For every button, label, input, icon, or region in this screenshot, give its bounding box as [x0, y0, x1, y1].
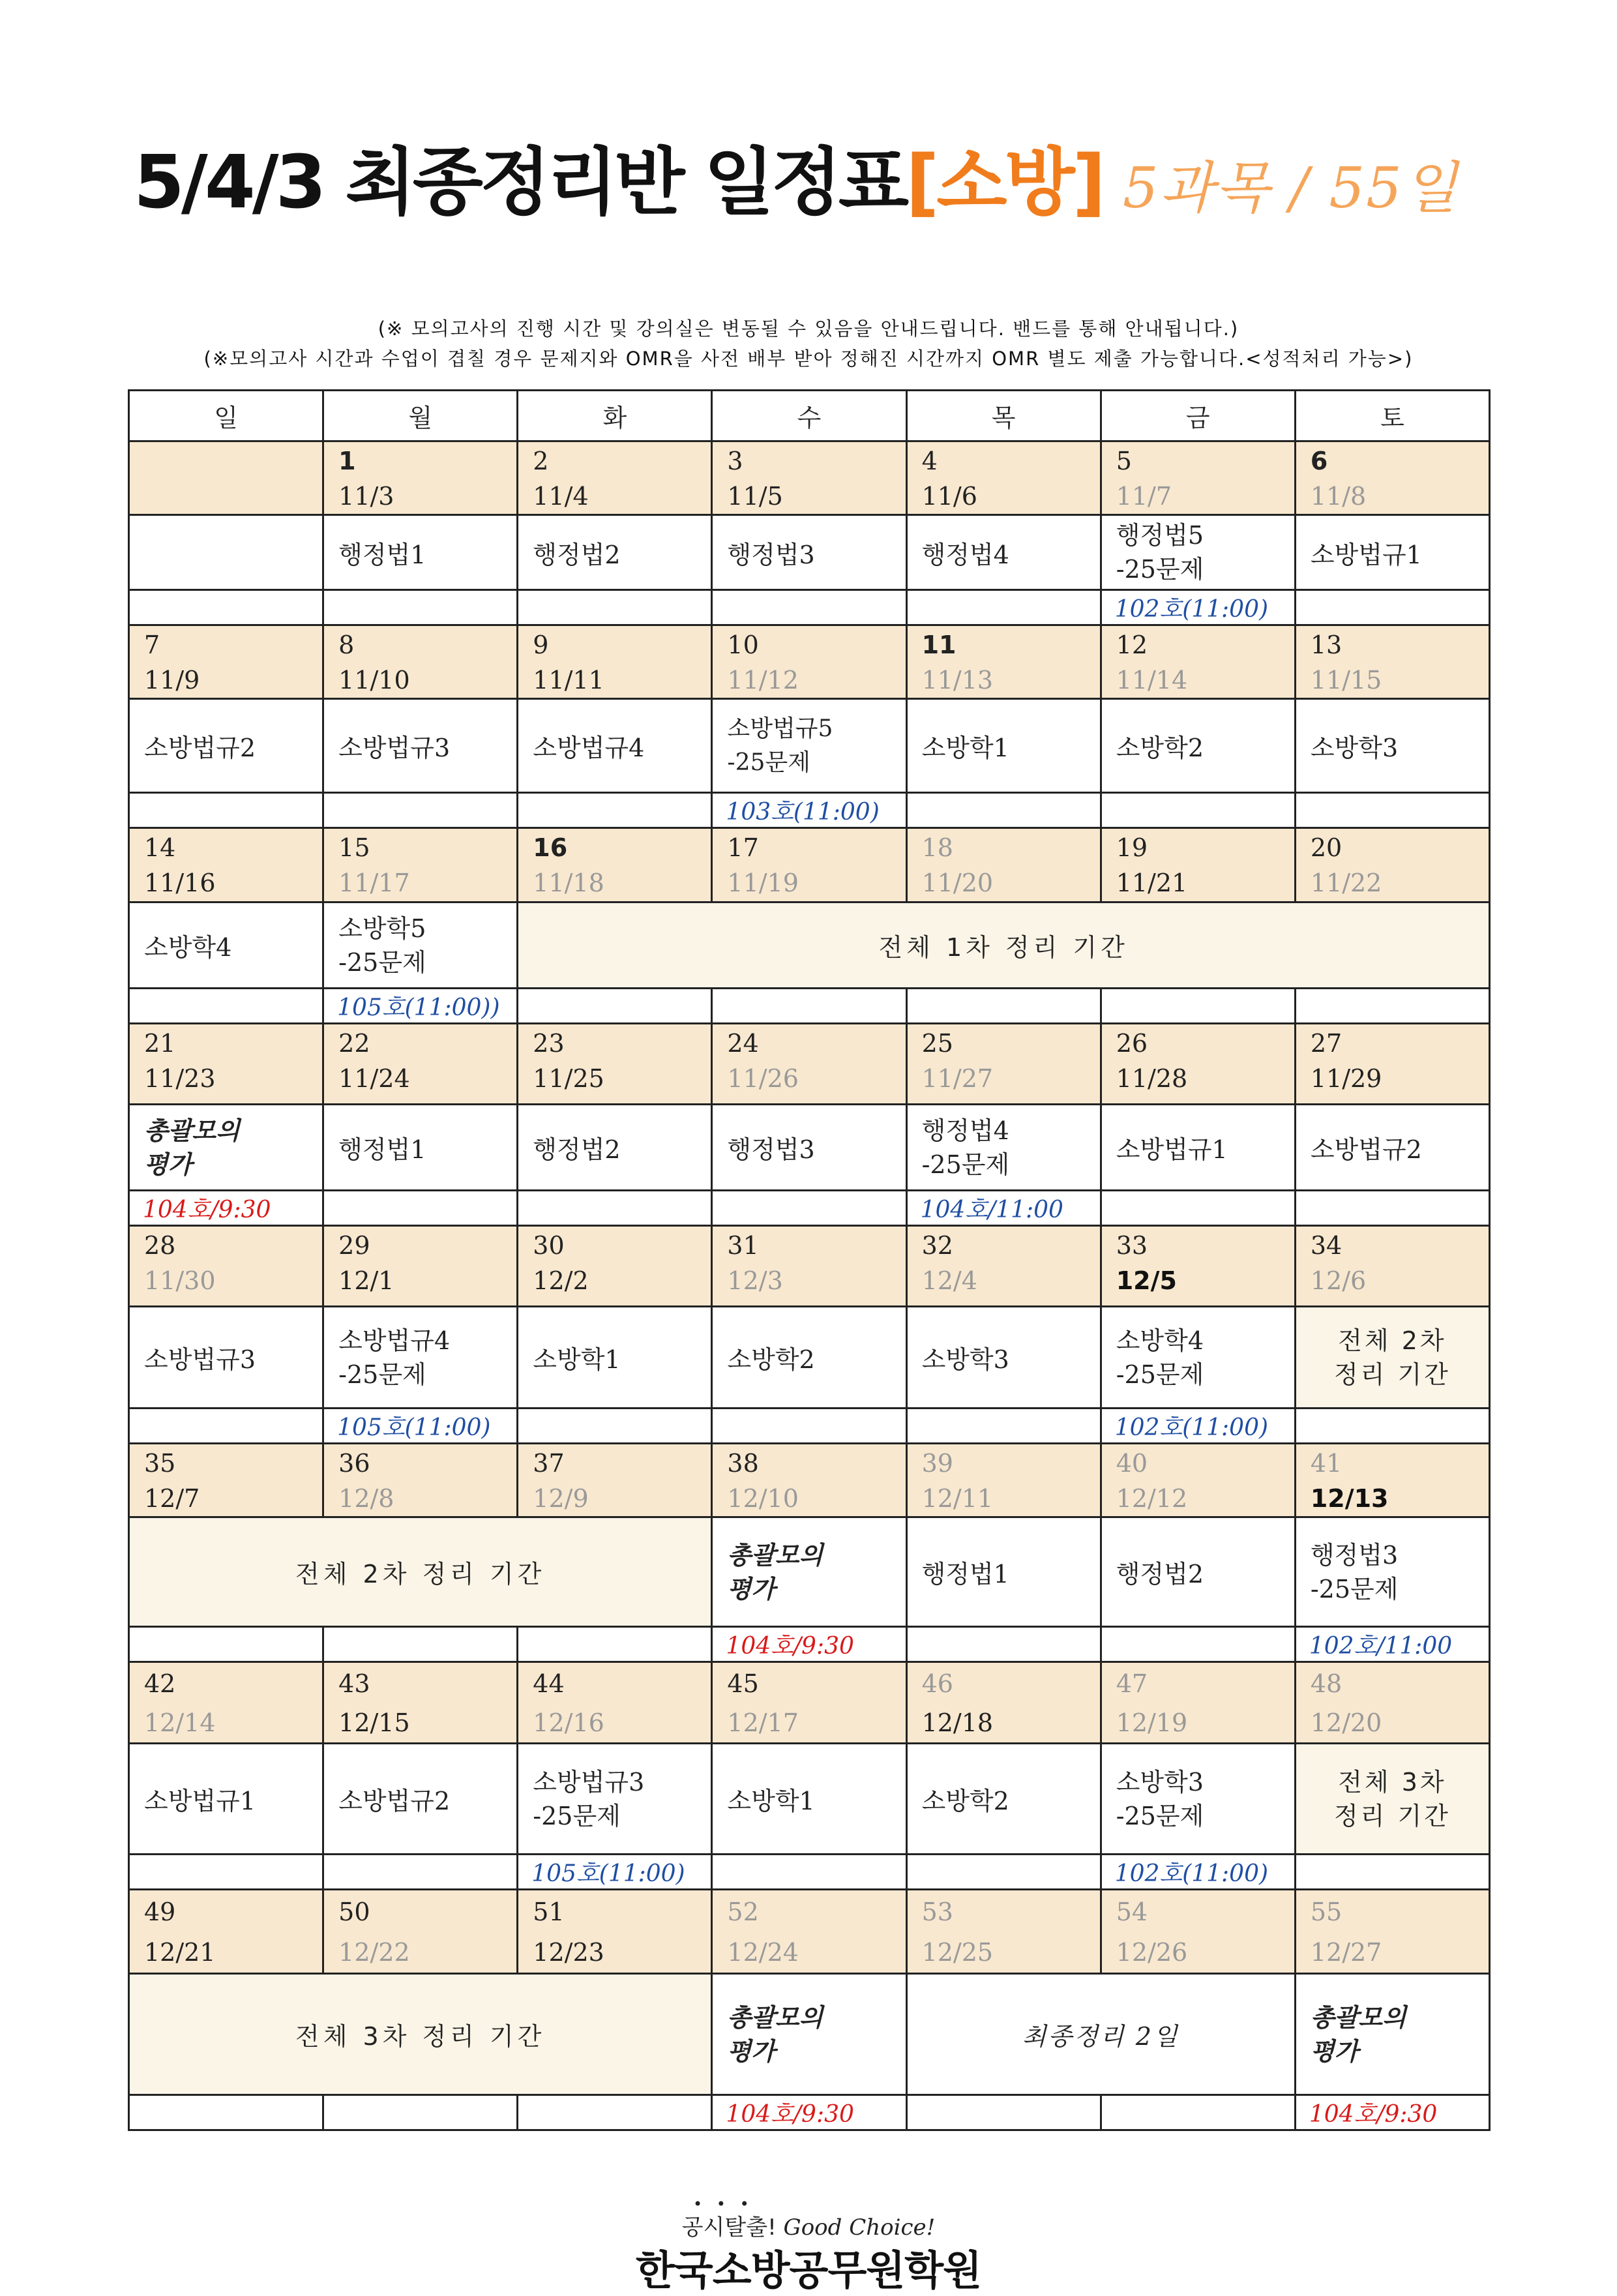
room-cell — [518, 793, 712, 828]
class-cell: 소방학3 -25문제 — [1101, 1744, 1295, 1855]
class-cell: 행정법2 — [518, 1105, 712, 1191]
class-cell: 소방학2 — [1101, 699, 1295, 793]
date-cell: 17 11/19 — [712, 828, 906, 902]
weekday-tue: 화 — [518, 391, 712, 441]
room-row — [129, 590, 1490, 625]
date-cell: 41 12/13 — [1295, 1444, 1489, 1517]
date-cell: 55 12/27 — [1295, 1890, 1489, 1974]
room-cell — [1101, 1191, 1295, 1226]
room-cell — [323, 1191, 518, 1226]
room-row — [129, 1627, 1490, 1662]
room-cell — [906, 793, 1101, 828]
date-cell: 16 11/18 — [518, 828, 712, 902]
class-cell: 행정법3 — [712, 1105, 906, 1191]
room-cell — [1295, 1409, 1489, 1444]
weekday-wed: 수 — [712, 391, 906, 441]
date-cell: 54 12/26 — [1101, 1890, 1295, 1974]
class-cell: 소방학4 -25문제 — [1101, 1307, 1295, 1409]
date-cell: 31 12/3 — [712, 1226, 906, 1307]
room-cell — [518, 590, 712, 625]
review-period-3-sat: 전체 3차 정리 기간 — [1295, 1744, 1489, 1855]
class-cell — [129, 515, 323, 590]
room-cell — [712, 590, 906, 625]
room-cell — [906, 989, 1101, 1024]
class-cell: 소방법규1 — [129, 1744, 323, 1855]
room-row — [129, 1409, 1490, 1444]
date-cell: 40 12/12 — [1101, 1444, 1295, 1517]
schedule-table — [128, 389, 1491, 2131]
date-cell: 24 11/26 — [712, 1024, 906, 1105]
class-cell: 행정법4 — [906, 515, 1101, 590]
room-cell — [518, 1627, 712, 1662]
class-cell: 소방학3 — [1295, 699, 1489, 793]
class-cell: 소방법규2 — [129, 699, 323, 793]
room-row — [129, 1191, 1490, 1226]
room-cell — [1101, 1627, 1295, 1662]
date-cell: 33 12/5 — [1101, 1226, 1295, 1307]
room-cell — [129, 793, 323, 828]
weekday-fri: 금 — [1101, 391, 1295, 441]
room-row — [129, 1855, 1490, 1890]
date-cell: 34 12/6 — [1295, 1226, 1489, 1307]
date-row — [129, 1890, 1490, 1974]
class-cell: 소방법규3 -25문제 — [518, 1744, 712, 1855]
room-cell — [1295, 1855, 1489, 1890]
room-cell — [1101, 989, 1295, 1024]
slogan-en: Good Choice! — [783, 2214, 936, 2241]
room-row — [129, 2095, 1490, 2130]
room-cell — [906, 590, 1101, 625]
room-cell — [129, 590, 323, 625]
date-cell: 53 12/25 — [906, 1890, 1101, 1974]
date-cell: 7 11/9 — [129, 625, 323, 699]
room-cell — [1101, 2095, 1295, 2130]
date-cell: 18 11/20 — [906, 828, 1101, 902]
title-sub: 5과목 / 55일 — [1122, 156, 1459, 221]
date-cell: 23 11/25 — [518, 1024, 712, 1105]
room-cell — [1101, 793, 1295, 828]
page-title — [134, 124, 1459, 228]
room-row — [129, 793, 1490, 828]
room-cell: 104호/11:00 — [906, 1191, 1101, 1226]
date-cell: 35 12/7 — [129, 1444, 323, 1517]
room-cell: 102호(11:00) — [1101, 590, 1295, 625]
room-cell: 105호(11:00)) — [323, 989, 518, 1024]
class-row — [129, 902, 1490, 989]
date-cell: 44 12/16 — [518, 1662, 712, 1744]
room-cell — [129, 1627, 323, 1662]
class-row — [129, 1307, 1490, 1409]
room-cell — [1295, 1191, 1489, 1226]
date-cell: 22 11/24 — [323, 1024, 518, 1105]
date-cell: 8 11/10 — [323, 625, 518, 699]
room-cell: 102호(11:00) — [1101, 1855, 1295, 1890]
room-cell — [1295, 590, 1489, 625]
room-cell: 102호(11:00) — [1101, 1409, 1295, 1444]
room-cell — [712, 1855, 906, 1890]
class-row — [129, 1105, 1490, 1191]
class-row — [129, 699, 1490, 793]
room-cell — [906, 1627, 1101, 1662]
class-cell: 소방학5 -25문제 — [323, 902, 518, 989]
date-cell: 42 12/14 — [129, 1662, 323, 1744]
room-cell: 105호(11:00) — [323, 1409, 518, 1444]
class-row — [129, 515, 1490, 590]
class-row — [129, 1744, 1490, 1855]
weekday-mon: 월 — [323, 391, 518, 441]
room-cell — [518, 2095, 712, 2130]
class-cell: 행정법1 — [906, 1517, 1101, 1627]
class-cell: 소방학1 — [712, 1744, 906, 1855]
class-cell: 행정법5 -25문제 — [1101, 515, 1295, 590]
room-row — [129, 989, 1490, 1024]
date-cell: 51 12/23 — [518, 1890, 712, 1974]
class-cell: 행정법3 — [712, 515, 906, 590]
date-cell: 5 11/7 — [1101, 441, 1295, 515]
date-cell: 38 12/10 — [712, 1444, 906, 1517]
room-cell — [323, 2095, 518, 2130]
date-cell: 45 12/17 — [712, 1662, 906, 1744]
date-cell: 32 12/4 — [906, 1226, 1101, 1307]
date-row — [129, 625, 1490, 699]
slogan-ko: 공시탈출! — [681, 2214, 777, 2241]
class-row — [129, 1974, 1490, 2095]
date-cell: 39 12/11 — [906, 1444, 1101, 1517]
class-cell: 소방법규2 — [323, 1744, 518, 1855]
weekday-sat: 토 — [1295, 391, 1489, 441]
class-row — [129, 1517, 1490, 1627]
class-cell: 소방법규5 -25문제 — [712, 699, 906, 793]
date-cell: 29 12/1 — [323, 1226, 518, 1307]
notice-1: (※ 모의고사의 진행 시간 및 강의실은 변동될 수 있음을 안내드립니다. 밴드를 통해 안내됩니다.) — [378, 318, 1239, 340]
class-cell: 행정법2 — [518, 515, 712, 590]
final-review-cell: 최종정리 2일 — [906, 1974, 1295, 2095]
date-cell: 21 11/23 — [129, 1024, 323, 1105]
date-cell: 37 12/9 — [518, 1444, 712, 1517]
date-cell: 48 12/20 — [1295, 1662, 1489, 1744]
academy-name: 한국소방공무원학원 — [635, 2246, 982, 2294]
weekday-thu: 목 — [906, 391, 1101, 441]
class-cell: 행정법2 — [1101, 1517, 1295, 1627]
room-cell — [906, 2095, 1101, 2130]
room-cell: 104호/9:30 — [712, 1627, 906, 1662]
mock-exam-cell: 총괄모의 평가 — [1295, 1974, 1489, 2095]
class-cell: 소방법규4 — [518, 699, 712, 793]
date-cell: 3 11/5 — [712, 441, 906, 515]
class-cell: 소방학3 — [906, 1307, 1101, 1409]
class-cell: 소방법규3 — [323, 699, 518, 793]
mock-exam-cell: 총괄모의 평가 — [129, 1105, 323, 1191]
date-cell: 28 11/30 — [129, 1226, 323, 1307]
room-cell — [129, 989, 323, 1024]
room-cell: 104호/9:30 — [129, 1191, 323, 1226]
room-cell — [712, 1191, 906, 1226]
review-period-2-sat: 전체 2차 정리 기간 — [1295, 1307, 1489, 1409]
date-row — [129, 1444, 1490, 1517]
date-cell — [129, 441, 323, 515]
date-cell: 9 11/11 — [518, 625, 712, 699]
room-cell — [906, 1409, 1101, 1444]
date-cell: 49 12/21 — [129, 1890, 323, 1974]
date-cell: 50 12/22 — [323, 1890, 518, 1974]
date-cell: 30 12/2 — [518, 1226, 712, 1307]
date-cell: 13 11/15 — [1295, 625, 1489, 699]
class-cell: 행정법1 — [323, 1105, 518, 1191]
date-cell: 43 12/15 — [323, 1662, 518, 1744]
date-cell: 25 11/27 — [906, 1024, 1101, 1105]
weekday-header — [129, 391, 1490, 441]
class-cell: 소방학1 — [518, 1307, 712, 1409]
class-cell: 소방법규1 — [1101, 1105, 1295, 1191]
footer-slogan — [0, 2209, 1617, 2241]
room-cell — [129, 2095, 323, 2130]
room-cell — [712, 1409, 906, 1444]
class-cell: 소방법규1 — [1295, 515, 1489, 590]
date-row — [129, 828, 1490, 902]
date-cell: 1 11/3 — [323, 441, 518, 515]
room-cell — [323, 793, 518, 828]
date-cell: 6 11/8 — [1295, 441, 1489, 515]
date-cell: 27 11/29 — [1295, 1024, 1489, 1105]
date-cell: 12 11/14 — [1101, 625, 1295, 699]
date-row — [129, 441, 1490, 515]
review-period-2: 전체 2차 정리 기간 — [129, 1517, 712, 1627]
review-period-3: 전체 3차 정리 기간 — [129, 1974, 712, 2095]
room-cell — [323, 1855, 518, 1890]
room-cell — [518, 1191, 712, 1226]
class-cell: 소방학2 — [906, 1744, 1101, 1855]
room-cell — [1295, 793, 1489, 828]
class-cell: 소방학1 — [906, 699, 1101, 793]
date-cell: 20 11/22 — [1295, 828, 1489, 902]
date-cell: 4 11/6 — [906, 441, 1101, 515]
class-cell: 소방학4 — [129, 902, 323, 989]
class-cell: 소방법규4 -25문제 — [323, 1307, 518, 1409]
class-cell: 행정법1 — [323, 515, 518, 590]
date-cell: 14 11/16 — [129, 828, 323, 902]
room-cell — [129, 1855, 323, 1890]
date-cell: 2 11/4 — [518, 441, 712, 515]
date-row — [129, 1226, 1490, 1307]
class-cell: 행정법3 -25문제 — [1295, 1517, 1489, 1627]
notice-2: (※모의고사 시간과 수업이 겹칠 경우 문제지와 OMR을 사전 배부 받아 정해진 시간까지 OMR 별도 제출 가능합니다.<성적처리 가능>) — [203, 348, 1414, 370]
class-cell: 소방학2 — [712, 1307, 906, 1409]
date-cell: 26 11/28 — [1101, 1024, 1295, 1105]
date-cell: 46 12/18 — [906, 1662, 1101, 1744]
room-cell: 105호(11:00) — [518, 1855, 712, 1890]
room-cell: 102호/11:00 — [1295, 1627, 1489, 1662]
room-cell — [518, 1409, 712, 1444]
date-row — [129, 1024, 1490, 1105]
room-cell — [712, 989, 906, 1024]
date-cell: 11 11/13 — [906, 625, 1101, 699]
date-cell: 52 12/24 — [712, 1890, 906, 1974]
title-main: 5/4/3 최종정리반 일정표 — [134, 140, 906, 225]
date-cell: 47 12/19 — [1101, 1662, 1295, 1744]
room-cell — [323, 590, 518, 625]
date-cell: 19 11/21 — [1101, 828, 1295, 902]
logo-dots-icon: • • • — [693, 2195, 754, 2213]
room-cell — [129, 1409, 323, 1444]
date-cell: 36 12/8 — [323, 1444, 518, 1517]
room-cell: 104호/9:30 — [712, 2095, 906, 2130]
room-cell — [518, 989, 712, 1024]
class-cell: 소방법규3 — [129, 1307, 323, 1409]
review-period-1: 전체 1차 정리 기간 — [518, 902, 1490, 989]
room-cell — [906, 1855, 1101, 1890]
date-row — [129, 1662, 1490, 1744]
room-cell — [1295, 989, 1489, 1024]
mock-exam-cell: 총괄모의 평가 — [712, 1974, 906, 2095]
weekday-sun: 일 — [129, 391, 323, 441]
date-cell: 10 11/12 — [712, 625, 906, 699]
class-cell: 소방법규2 — [1295, 1105, 1489, 1191]
class-cell: 행정법4 -25문제 — [906, 1105, 1101, 1191]
title-bracket: [소방] — [906, 140, 1103, 225]
date-cell: 15 11/17 — [323, 828, 518, 902]
room-cell — [323, 1627, 518, 1662]
room-cell: 103호(11:00) — [712, 793, 906, 828]
mock-exam-cell: 총괄모의 평가 — [712, 1517, 906, 1627]
room-cell: 104호/9:30 — [1295, 2095, 1489, 2130]
